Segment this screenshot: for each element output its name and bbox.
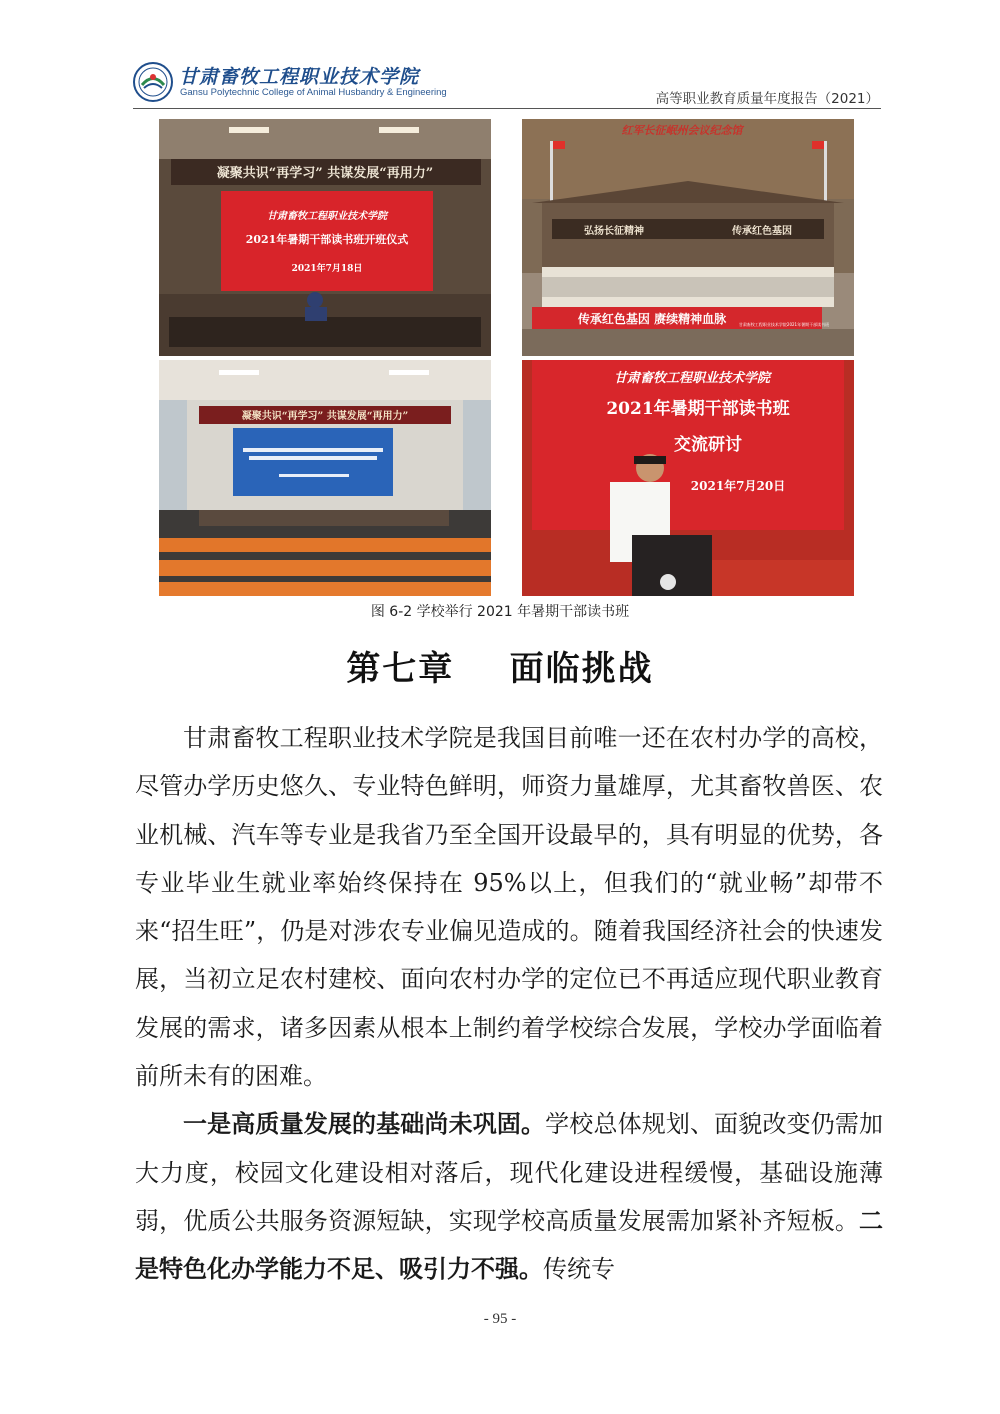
page-header bbox=[133, 58, 883, 110]
school-name-cn: 甘肃畜牧工程职业技术学院 bbox=[179, 66, 420, 88]
banner-sub-text: 甘肃畜牧工程职业技术学院2021年暑期干部读书班 bbox=[738, 322, 830, 327]
paragraph-text: 学校总体规划、面貌改变仍需加大力度，校园文化建设相对落后，现代化建设进程缓慢，基础设施薄弱，优质公共服务资源短缺，实现学校高质量发展需加紧补齐短板。 bbox=[135, 1110, 884, 1235]
emphasis-text: 一是高质量发展的基础尚未巩固。 bbox=[183, 1110, 546, 1139]
screen-title-text-1: 2021年暑期干部读书班 bbox=[606, 399, 790, 419]
screen-school-text: 甘肃畜牧工程职业技术学院 bbox=[267, 211, 387, 222]
banner-text: 凝聚共识“再学习” 共谋发展“再用力” bbox=[216, 166, 434, 181]
screen-date-text: 2021年7月20日 bbox=[690, 479, 786, 493]
slogan-left-text: 弘扬长征精神 bbox=[584, 226, 644, 237]
paragraph bbox=[135, 1100, 883, 1293]
header-divider bbox=[133, 108, 881, 109]
school-logo-icon bbox=[133, 62, 173, 102]
report-title: 高等职业教育质量年度报告（2021） bbox=[655, 91, 879, 107]
banner-text: 传承红色基因 赓续精神血脉 bbox=[577, 312, 727, 326]
emphasis-text: 二是特色化办学能力不足、吸引力不强。 bbox=[135, 1206, 883, 1284]
chapter-title: 第七章 面临挑战 bbox=[346, 649, 654, 689]
building-sign-text: 红军长征岷州会议纪念馆 bbox=[621, 124, 743, 137]
slogan-right-text: 传承红色基因 bbox=[732, 226, 792, 237]
screen-title-text: 2021年暑期干部读书班开班仪式 bbox=[245, 233, 409, 246]
paragraph: 甘肃畜牧工程职业技术学院是我国目前唯一还在农村办学的高校，尽管办学历史悠久、专业特色鲜明，师资力量雄厚，尤其畜牧兽医、农业机械、汽车等专业是我省乃至全国开设最早的，具有明显的优势，各专业毕业生就业率始终保持在 95%以上，但我们的“就业畅”却带不来“招生旺”，仍是对涉农专业偏见造成的。随着我国经济社会的快速发展，当初立足农村建校、面向农村办学的定位已不再适应现代职业教育发展的需求，诸多因素从根本上制约着学校综合发展，学校办学面临着前所未有的困难。 bbox=[135, 724, 883, 1091]
photo-lecture-hall bbox=[159, 360, 491, 596]
body-text bbox=[135, 714, 883, 1294]
photo-opening-ceremony bbox=[159, 119, 491, 356]
screen-date-text: 2021年7月18日 bbox=[291, 264, 363, 274]
page-number: - 95 - bbox=[483, 1311, 517, 1327]
banner-text: 凝聚共识“再学习” 共谋发展“再用力” bbox=[241, 411, 409, 422]
paragraph-text: 传统专 bbox=[543, 1255, 615, 1284]
screen-school-text: 甘肃畜牧工程职业技术学院 bbox=[613, 371, 771, 386]
screen-title-text-2: 交流研讨 bbox=[674, 435, 742, 455]
school-name-en: Gansu Polytechnic College of Animal Husbandry & Engineering bbox=[180, 87, 447, 98]
figure-caption: 图 6-2 学校举行 2021 年暑期干部读书班 bbox=[370, 604, 630, 620]
photo-speaker-podium bbox=[522, 360, 854, 596]
photo-memorial-group bbox=[522, 119, 854, 356]
